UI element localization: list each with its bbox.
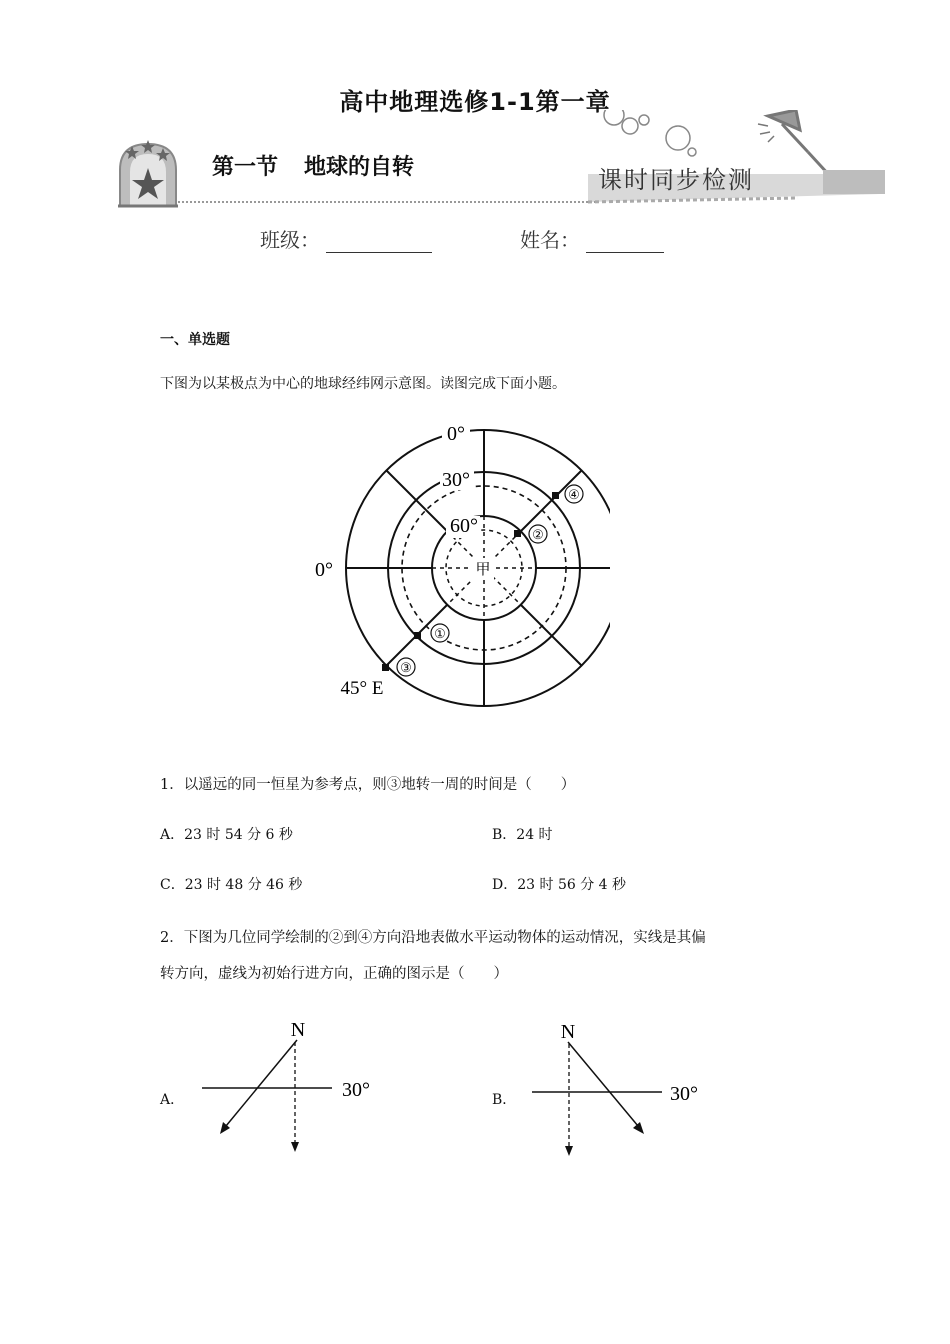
name-field[interactable] (520, 224, 664, 253)
question-2-option-a-letter[interactable]: A． (160, 1092, 185, 1108)
question-2-option-b-letter[interactable]: B． (492, 1092, 517, 1108)
name-label: 姓名： (520, 228, 580, 252)
lamp-icon (758, 110, 830, 176)
point-3-marker (382, 664, 389, 671)
option-text: 24 时 (516, 827, 553, 843)
question-2-option-a-diagram[interactable] (196, 1014, 386, 1159)
point-1-marker (414, 632, 421, 639)
point-4-marker (552, 492, 559, 499)
question-1-text: 以遥远的同一恒星为参考点，则③地转一周的时间是（ ） (183, 777, 576, 793)
option-letter: A． (160, 827, 185, 843)
center-label: 甲 (475, 562, 491, 578)
bubble-icon (639, 115, 649, 125)
bubble-icon (688, 148, 696, 156)
option-text: 23 时 54 分 6 秒 (184, 827, 293, 843)
section-number: 第一节 (212, 155, 279, 180)
polar-grid-diagram (310, 420, 610, 720)
lat-60-label: 60° (450, 515, 478, 537)
section-name: 地球的自转 (304, 155, 415, 180)
class-field[interactable] (260, 224, 432, 253)
option-text: 23 时 56 分 4 秒 (517, 877, 627, 893)
question-2-line2: 转方向，虚线为初始行进方向，正确的图示是（ ） (160, 966, 508, 982)
point-1-label: ① (434, 626, 446, 641)
lat-30-label: 30° (442, 469, 470, 491)
part-intro: 下图为以某极点为中心的地球经纬网示意图。读图完成下面小题。 (160, 376, 566, 392)
question-2 (160, 926, 706, 947)
question-1-option-d[interactable] (492, 874, 626, 894)
question-2-text-line1: 下图为几位同学绘制的②到④方向沿地表做水平运动物体的运动情况，实线是其偏 (183, 930, 706, 946)
bottom-left-label: 45° E (340, 678, 384, 699)
north-label: N (290, 1019, 306, 1041)
bubble-icon (604, 110, 624, 125)
name-blank[interactable] (586, 232, 664, 253)
part-heading: 一、单选题 (160, 332, 230, 348)
lat-label: 30° (342, 1079, 370, 1101)
class-label: 班级： (260, 228, 320, 252)
question-1-option-b[interactable] (492, 824, 553, 844)
question-2-option-b-diagram[interactable] (528, 1014, 718, 1159)
badge-label: 课时同步检测 (598, 166, 754, 194)
question-1-option-a[interactable] (160, 824, 293, 844)
left-meridian-label: 0° (315, 559, 333, 581)
option-text: 23 时 48 分 46 秒 (184, 877, 303, 893)
point-3-label: ③ (400, 660, 412, 675)
bubble-icon (622, 118, 638, 134)
option-letter: B． (492, 827, 517, 843)
option-letter: D． (492, 877, 518, 893)
north-label: N (560, 1021, 576, 1043)
lat-label: 30° (670, 1083, 698, 1105)
class-blank[interactable] (326, 232, 432, 253)
section-title (212, 150, 414, 181)
question-2-number: 2． (160, 930, 184, 946)
option-letter: C． (160, 877, 185, 893)
star-badge-icon (118, 140, 178, 206)
question-1-number: 1． (160, 777, 184, 793)
bubble-icon (666, 126, 690, 150)
point-2-marker (514, 530, 521, 537)
question-1 (160, 773, 575, 794)
point-2-label: ② (532, 527, 544, 542)
top-meridian-label: 0° (447, 423, 465, 445)
document-title: 高中地理选修1-1第一章 (339, 88, 611, 116)
point-4-label: ④ (568, 487, 580, 502)
question-1-option-c[interactable] (160, 874, 302, 894)
